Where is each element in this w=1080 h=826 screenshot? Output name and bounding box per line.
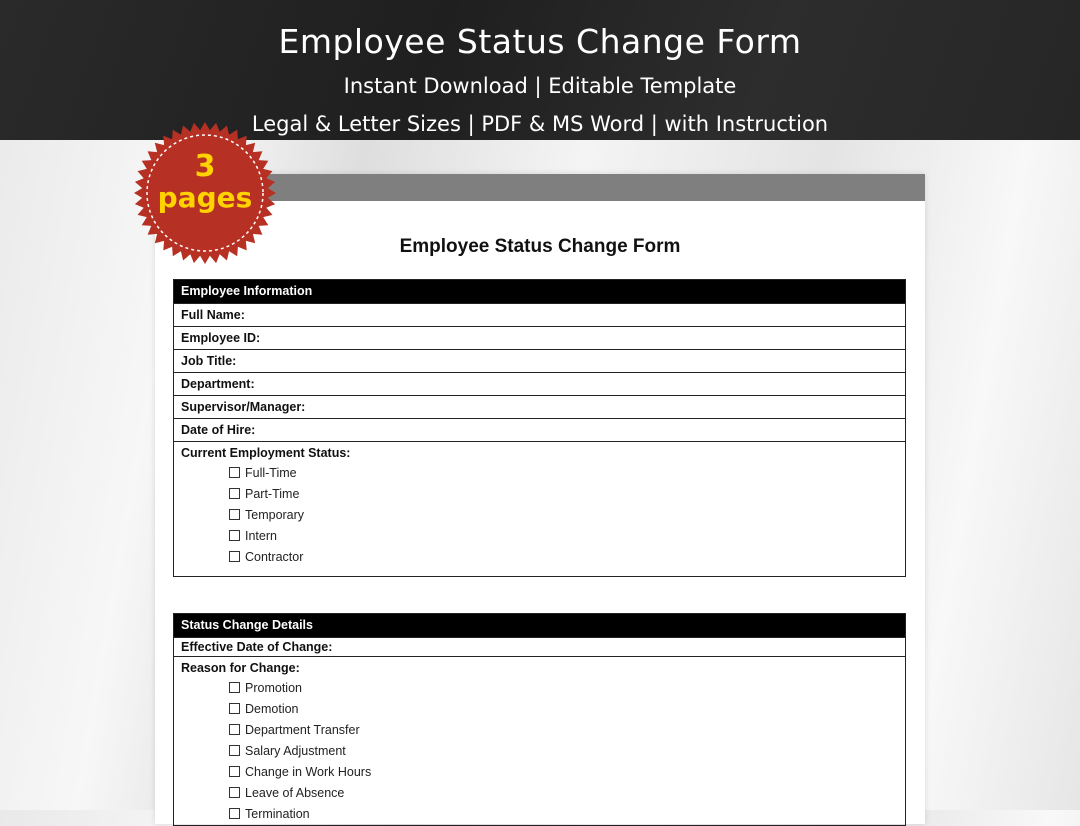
checkbox-icon — [229, 509, 240, 520]
badge-number: 3 — [194, 149, 216, 184]
option-salary-adjustment — [181, 741, 905, 762]
checkbox-icon — [229, 467, 240, 478]
option-full-time — [181, 463, 905, 484]
reason-label: Reason for Change: — [181, 661, 300, 675]
option-label: Temporary — [245, 508, 305, 522]
checkbox-icon — [229, 703, 240, 714]
current-status-block — [174, 441, 905, 576]
field-employee-id: Employee ID: — [174, 326, 905, 349]
banner-title: Employee Status Change Form — [278, 22, 802, 61]
option-label: Department Transfer — [245, 723, 360, 737]
document-preview — [155, 174, 925, 824]
option-intern — [181, 526, 905, 547]
option-label: Full-Time — [245, 466, 297, 480]
checkbox-icon — [229, 766, 240, 777]
checkbox-icon — [229, 808, 240, 819]
current-status-label: Current Employment Status: — [181, 446, 351, 460]
option-label: Promotion — [245, 681, 302, 695]
option-label: Change in Work Hours — [245, 765, 372, 779]
option-promotion — [181, 678, 905, 699]
option-contractor — [181, 547, 905, 568]
option-label: Intern — [245, 529, 277, 543]
option-temporary — [181, 505, 905, 526]
section-header: Status Change Details — [174, 614, 905, 637]
checkbox-icon — [229, 530, 240, 541]
option-department-transfer — [181, 720, 905, 741]
checkbox-icon — [229, 682, 240, 693]
checkbox-icon — [229, 745, 240, 756]
option-label: Salary Adjustment — [245, 744, 346, 758]
document-title: Employee Status Change Form — [399, 236, 681, 257]
field-department: Department: — [174, 372, 905, 395]
status-change-details-section — [173, 613, 906, 826]
option-demotion — [181, 699, 905, 720]
option-label: Demotion — [245, 702, 299, 716]
checkbox-icon — [229, 551, 240, 562]
header-banner — [0, 0, 1080, 140]
option-leave-of-absence — [181, 783, 905, 804]
option-termination — [181, 804, 905, 825]
option-label: Contractor — [245, 550, 304, 564]
checkbox-icon — [229, 488, 240, 499]
reason-block — [174, 656, 905, 825]
option-change-in-work-hours — [181, 762, 905, 783]
employee-information-section — [173, 279, 906, 577]
field-date-of-hire: Date of Hire: — [174, 418, 905, 441]
checkbox-icon — [229, 724, 240, 735]
option-label: Termination — [245, 807, 310, 821]
banner-subtitle-line1: Instant Download | Editable Template — [343, 74, 737, 98]
field-full-name: Full Name: — [174, 303, 905, 326]
field-supervisor: Supervisor/Manager: — [174, 395, 905, 418]
checkbox-icon — [229, 787, 240, 798]
field-effective-date: Effective Date of Change: — [174, 637, 905, 656]
option-label: Part-Time — [245, 487, 300, 501]
field-job-title: Job Title: — [174, 349, 905, 372]
banner-subtitle-line2: Legal & Letter Sizes | PDF & MS Word | with Instruction — [251, 112, 829, 136]
option-label: Leave of Absence — [245, 786, 345, 800]
pages-badge — [133, 121, 277, 265]
badge-word: pages — [157, 181, 253, 214]
section-header: Employee Information — [174, 280, 905, 303]
option-part-time — [181, 484, 905, 505]
